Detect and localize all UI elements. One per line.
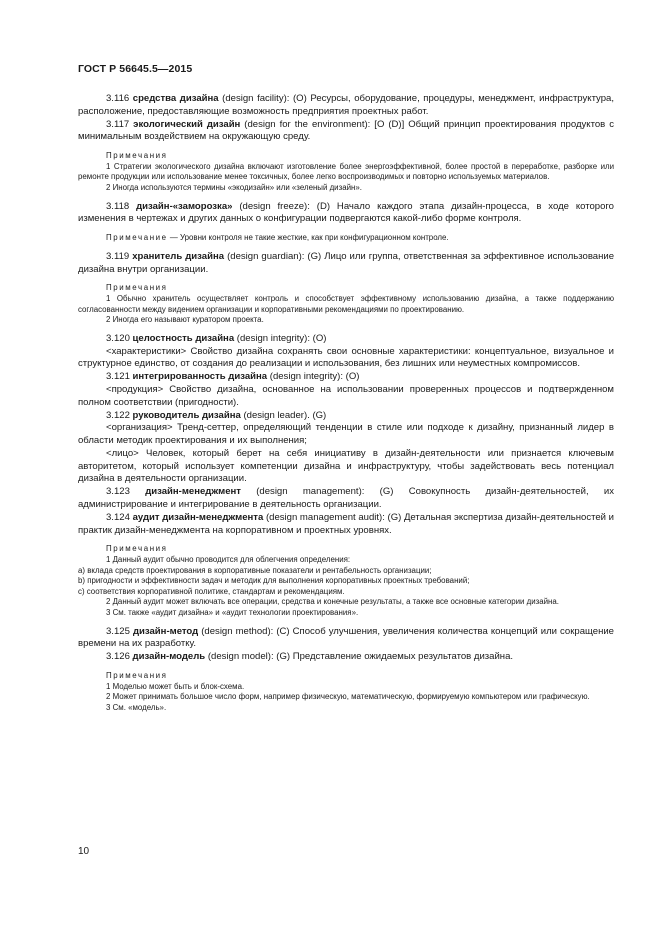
entry-definition-text: <продукция> Свойство дизайна, основанное на использовании проверенных процессов и подтвержденном полном соответствии (пригодности).	[78, 383, 614, 408]
entry-number: 3.118	[106, 200, 130, 212]
entry-3-126	[78, 651, 614, 664]
note-item: 3 См. также «аудит дизайна» и «аудит технологии проектирования».	[106, 608, 359, 618]
entry-definition: (design for the environment): [O (D)] Общий принцип проектирования продуктов с минимальным воздействием на окружающую среду.	[78, 118, 614, 143]
entry-term: интегрированность дизайна	[132, 371, 268, 383]
entry-term: руководитель дизайна	[132, 409, 241, 421]
note-list-item: a) вклада средств проектирования в корпоративные показатели и рентабельность организации;	[78, 565, 432, 575]
entry-definition: (design facility): (O) Ресурсы, оборудование, процедуры, менеджмент, инфраструктура, расположение, предоставляющие возможность предприятия проектных работ.	[78, 93, 614, 117]
entry-term: дизайн-«заморозка»	[136, 200, 233, 212]
entry-term: хранитель дизайна	[132, 250, 225, 262]
page-content	[78, 93, 614, 713]
entry-number: 3.116	[106, 93, 130, 104]
entry-term: дизайн-метод	[132, 625, 199, 637]
single-note	[78, 233, 614, 244]
entry-number: 3.125	[106, 625, 130, 637]
entry-number: 3.120	[106, 332, 130, 344]
entry-3-120	[78, 333, 614, 346]
entry-number: 3.117	[106, 118, 130, 130]
entry-3-124	[78, 512, 614, 538]
entry-definition: (design integrity): (O)	[234, 332, 327, 344]
entry-definition-text: <организация> Тренд-сеттер, определяющий тенденции в стиле или подходе к дизайну, признанный лидер в области методик проектирования и их выполнения;	[78, 422, 614, 447]
entry-definition-text: <характеристики> Свойство дизайна сохранять свои основные характеристики: концептуальное, визуальное и структурное единство, от создания до реализации и использования, без лишних или неуместных компромиссов.	[78, 345, 614, 370]
entry-term: дизайн-менеджмент	[145, 486, 241, 498]
note-item: 2 Может принимать большое число форм, например физическую, математическую, формируемую компьютером или графическую.	[106, 692, 590, 702]
note-item: 3 См. «модель».	[106, 702, 167, 712]
note-item: 1 Данный аудит обычно проводится для облегчения определения:	[106, 555, 351, 565]
entry-term: целостность дизайна	[132, 332, 235, 344]
note-item: 2 Иногда используются термины «экодизайн» или «зеленый дизайн».	[106, 182, 362, 192]
notes-heading: Примечания	[106, 151, 168, 161]
entry-3-116	[78, 93, 614, 119]
entry-definition: (design model): (G) Представление ожидаемых результатов дизайна.	[205, 651, 514, 663]
note-item: 1 Стратегии экологического дизайна включают изготовление более энергоэффективной, более простой в переработке, разборке или ремонте продукции или использование менее токсичных, более легко воспроизводимых и повторно используемых материалов.	[78, 161, 614, 182]
entry-definition: (design management): (G) Совокупность дизайн-деятельностей, их администрирование и интегрирование в деятельность организации.	[78, 486, 614, 511]
notes-heading: Примечания	[106, 671, 168, 681]
entry-definition: (design management audit): (G) Детальная экспертиза дизайн-деятельностей и практик дизайн-менеджмента на корпоративном и проектных уровнях.	[78, 511, 615, 536]
note-item: 2 Иногда его называют куратором проекта.	[106, 315, 264, 325]
entry-number: 3.122	[106, 409, 130, 421]
entry-term: аудит дизайн-менеджмента	[132, 511, 264, 523]
entry-definition: (design method): (C) Способ улучшения, увеличения количества концепций или сокращение времени на их разработку.	[78, 625, 614, 650]
notes-heading: Примечания	[106, 283, 168, 293]
entry-number: 3.123	[106, 486, 130, 498]
entry-number: 3.126	[106, 651, 130, 663]
note-item: 1 Моделью может быть и блок-схема.	[106, 681, 245, 691]
note-list-item: c) соответствия корпоративной политике, стандартам и рекомендациям.	[78, 586, 345, 596]
entry-definition: (design freeze): (D) Начало каждого этапа дизайн-процесса, в ходе которого изменения в чертежах и других данных о конфигурации подвергаются какой-либо форме контроля.	[78, 200, 614, 225]
entry-3-118	[78, 201, 614, 227]
entry-number: 3.121	[106, 371, 130, 383]
entry-3-122	[78, 410, 614, 423]
entry-term: экологический дизайн	[133, 118, 241, 130]
entry-definition-text: <лицо> Человек, который берет на себя инициативу в дизайн-деятельности или признается ключевым авторитетом, который использует компетенции дизайна и инфраструктуру, чтобы задействовать весь потенциал дизайна в деятельности организации.	[78, 447, 614, 485]
entry-3-123	[78, 486, 614, 512]
entry-number: 3.124	[106, 511, 130, 523]
standard-header: ГОСТ Р 56645.5—2015	[78, 63, 193, 75]
note-text: — Уровни контроля не такие жесткие, как при конфигурационном контроле.	[167, 233, 449, 243]
notes-heading: Примечания	[106, 544, 168, 554]
entry-3-121	[78, 371, 614, 384]
entry-term: средства дизайна	[132, 93, 219, 104]
entry-3-119	[78, 251, 614, 277]
entry-definition: (design integrity): (O)	[267, 371, 360, 383]
note-label: Примечание	[106, 233, 168, 243]
entry-3-117	[78, 119, 614, 145]
note-list-item: b) пригодности и эффективности задач и методик для выполнения корпоративных проектных требований;	[78, 576, 470, 586]
note-item: 2 Данный аудит может включать все операции, средства и конечные результаты, а также все основные категории дизайна.	[106, 597, 559, 607]
entry-term: дизайн-модель	[132, 651, 206, 663]
entry-number: 3.119	[106, 250, 130, 262]
page-number: 10	[78, 846, 90, 857]
entry-definition: (design guardian): (G) Лицо или группа, ответственная за эффективное использование дизайна внутри организации.	[78, 250, 615, 275]
entry-definition: (design leader). (G)	[240, 409, 327, 421]
entry-3-125	[78, 626, 614, 652]
note-item: 1 Обычно хранитель осуществляет контроль и способствует эффективному использованию дизайна, а также поддержанию согласованности между видением организации и корпоративными рекомендациями по проектированию.	[78, 293, 614, 314]
